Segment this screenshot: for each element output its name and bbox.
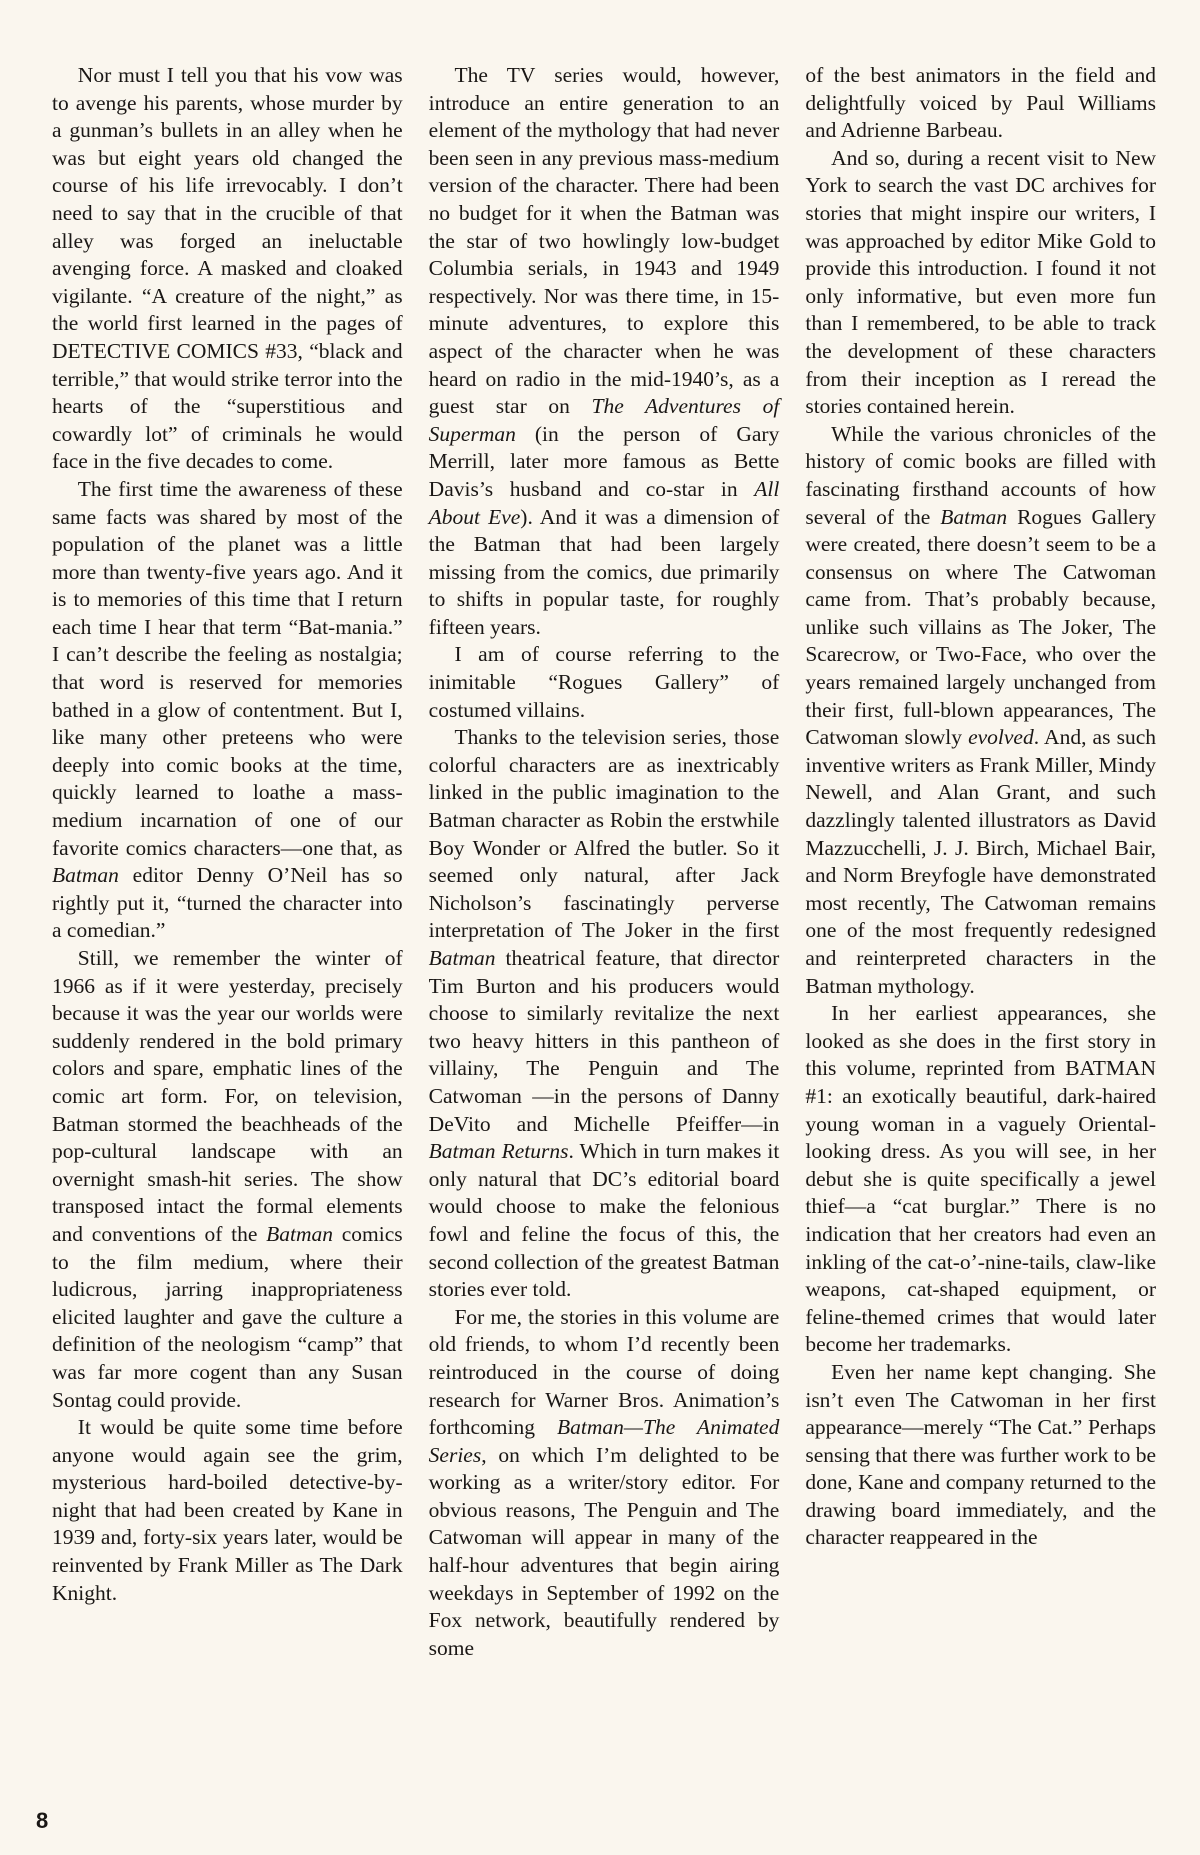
paragraph — [805, 145, 1156, 421]
paragraph — [52, 62, 403, 476]
text-run: ). And it was a dimension of the Batman that had been largely missing from the comics, due primarily to shifts in popular taste, for roughly fifteen years. — [428, 504, 780, 639]
text-run: Even her name kept changing. She isn’t even The Catwoman in her first appearance—merely “The Cat.” Perhaps sensing that there was further work to be done, Kane and company returned to the drawing board immediately, and the character reappeared in the — [805, 1359, 1157, 1550]
article-page — [52, 62, 1156, 1782]
paragraph — [429, 1304, 780, 1663]
italic-text: Batman Returns — [428, 1139, 569, 1164]
italic-text: Batman — [52, 863, 119, 888]
paragraph — [429, 724, 780, 1303]
page-number: 8 — [36, 1808, 49, 1833]
text-column-right — [805, 62, 1156, 1782]
text-run: Still, we remember the winter of 1966 as if it were yesterday, precisely because it was the year our worlds were suddenly rendered in the bold primary colors and spare, emphatic lines of the comic art form. For, on television, Batman stormed the beachheads of the pop-cultural landscape with an overnight smash-hit series. The show transposed intact the formal elements and conventions of the — [52, 946, 403, 1246]
paragraph — [805, 1359, 1156, 1552]
text-column-middle — [429, 62, 780, 1782]
text-run: . And, as such inventive writers as Frank Miller, Mindy Newell, and Alan Grant, and such dazzlingly talented illustrators as David Mazzucchelli, J. J. Birch, Michael Bair, and Norm Breyfogle have demonstrated most recently, The Catwoman remains one of the most frequently redesigned and reinterpreted characters in the Batman mythology. — [805, 725, 1157, 998]
italic-text: Batman — [428, 946, 496, 970]
text-run: Rogues Gallery were created, there doesn’t seem to be a consensus on where The Catwoman came from. That’s probably because, unlike such villains as The Joker, The Scarecrow, or Two-Face, who over the years remained largely unchanged from their first, full-blown appearances, The Catwoman slowly — [805, 504, 1157, 750]
text-run: While the various chronicles of the history of comic books are filled with fascinating firsthand accounts of how several of the — [805, 421, 1157, 529]
paragraph — [429, 641, 780, 724]
text-run: theatrical feature, that director Tim Burton and his producers would choose to similarly revitalize the next two heavy hitters in this pantheon of villainy, The Penguin and The Catwoman —in the persons of Danny DeVito and Michelle Pfeiffer—in — [428, 946, 780, 1136]
text-run: Thanks to the television series, those colorful characters are as inextricably linked in the public imagination to the Batman character as Robin the erstwhile Boy Wonder or Alfred the butler. So it seemed only natural, after Jack Nicholson’s fascinatingly perverse interpretation of The Joker in the first — [428, 725, 780, 943]
text-run: The TV series would, however, introduce an entire generation to an element of the mythology that had never been seen in any previous mass-medium version of the character. There had been no budget for it when the Batman was the star of two howlingly low-budget Columbia serials, in 1943 and 1949 respectively. Nor was there time, in 15-minute adventures, to explore this aspect of the character when he was heard on radio in the mid-1940’s, as a guest star on — [428, 63, 780, 419]
text-run: editor Denny O’Neil has so rightly put it, “turned the character into a comedian.” — [52, 863, 403, 943]
text-run: In her earliest appearances, she looked as she does in the first story in this volume, reprinted from BATMAN #1: an exotically beautiful, dark-haired young woman in a vaguely Oriental-looking dress. As you will see, in her debut she is quite specifically a jewel thief—a “cat burglar.” There is no indication that her creators had even an inkling of the cat-o’-nine-tails, claw-like weapons, cat-shaped equipment, or feline-themed crimes that would later become her trademarks. — [805, 1001, 1157, 1357]
paragraph — [52, 945, 403, 1414]
paragraph — [805, 1000, 1156, 1359]
text-run: of the best animators in the field and delightfully voiced by Paul Williams and Adrienne Barbeau. — [805, 63, 1157, 143]
paragraph — [805, 62, 1156, 145]
paragraph — [52, 1414, 403, 1607]
italic-text: Batman—The Animated Series — [428, 1415, 780, 1467]
text-run: The first time the awareness of these same facts was shared by most of the population of the planet was a little more than twenty-five years ago. And it is to memories of this time that I return each time I hear that term “Bat-mania.” I can’t describe the feeling as nostalgia; that word is reserved for memories bathed in a glow of contentment. But I, like many other preteens who were deeply into comic books at the time, quickly learned to loathe a mass-medium incarnation of one of our favorite comics characters—one that, as — [52, 476, 403, 860]
text-run: , on which I’m delighted to be working as a writer/story editor. For obvious reasons, The Penguin and The Catwoman will appear in many of the half-hour adventures that begin airing weekdays in September of 1992 on the Fox network, beautifully rendered by some — [428, 1442, 780, 1660]
text-run: (in the person of Gary Merrill, later more famous as Bette Davis’s husband and co-star in — [428, 421, 780, 501]
text-run: comics to the film medium, where their ludicrous, jarring inappropriateness elicited laughter and gave the culture a definition of the neologism “camp” that was far more cogent than any Susan Sontag could provide. — [52, 1221, 403, 1412]
text-column-left — [52, 62, 403, 1782]
italic-text: The Adventures of Superman — [428, 394, 780, 446]
text-run: It would be quite some time before anyone would again see the grim, mysterious hard-boiled detective-by-night that had been created by Kane in 1939 and, forty-six years later, would be reinvented by Frank Miller as The Dark Knight. — [52, 1415, 403, 1605]
text-run: Nor must I tell you that his vow was to avenge his parents, whose murder by a gunman’s bullets in an alley when he was but eight years old changed the course of his life irrevocably. I don’t need to say that in the crucible of that alley was forged an ineluctable avenging force. A masked and cloaked vigilante. “A creature of the night,” as the world first learned in the pages of DETECTIVE COMICS #33, “black and terrible,” that would strike terror into the hearts of the “superstitious and cowardly lot” of criminals he would face in the five decades to come. — [52, 63, 403, 474]
text-run: For me, the stories in this volume are old friends, to whom I’d recently been reintroduced in the course of doing research for Warner Bros. Animation’s forthcoming — [428, 1304, 780, 1440]
italic-text: evolved — [968, 725, 1034, 750]
text-run: And so, during a recent visit to New York to search the vast DC archives for stories that might inspire our writers, I was approached by editor Mike Gold to provide this introduction. I found it not only informative, but even more fun than I remembered, to be able to track the development of these characters from their inception as I reread the stories contained herein. — [805, 145, 1157, 419]
italic-text: All About Eve — [428, 476, 780, 529]
paragraph — [805, 421, 1156, 1000]
paragraph — [429, 62, 780, 641]
text-run: . Which in turn makes it only natural that DC’s editorial board would choose to make the felonious fowl and feline the focus of this, the second collection of the greatest Batman stories ever told. — [428, 1139, 780, 1302]
italic-text: Batman — [940, 504, 1008, 529]
italic-text: Batman — [266, 1221, 334, 1246]
paragraph — [52, 476, 403, 945]
text-run: I am of course referring to the inimitable “Rogues Gallery” of costumed villains. — [428, 642, 780, 722]
